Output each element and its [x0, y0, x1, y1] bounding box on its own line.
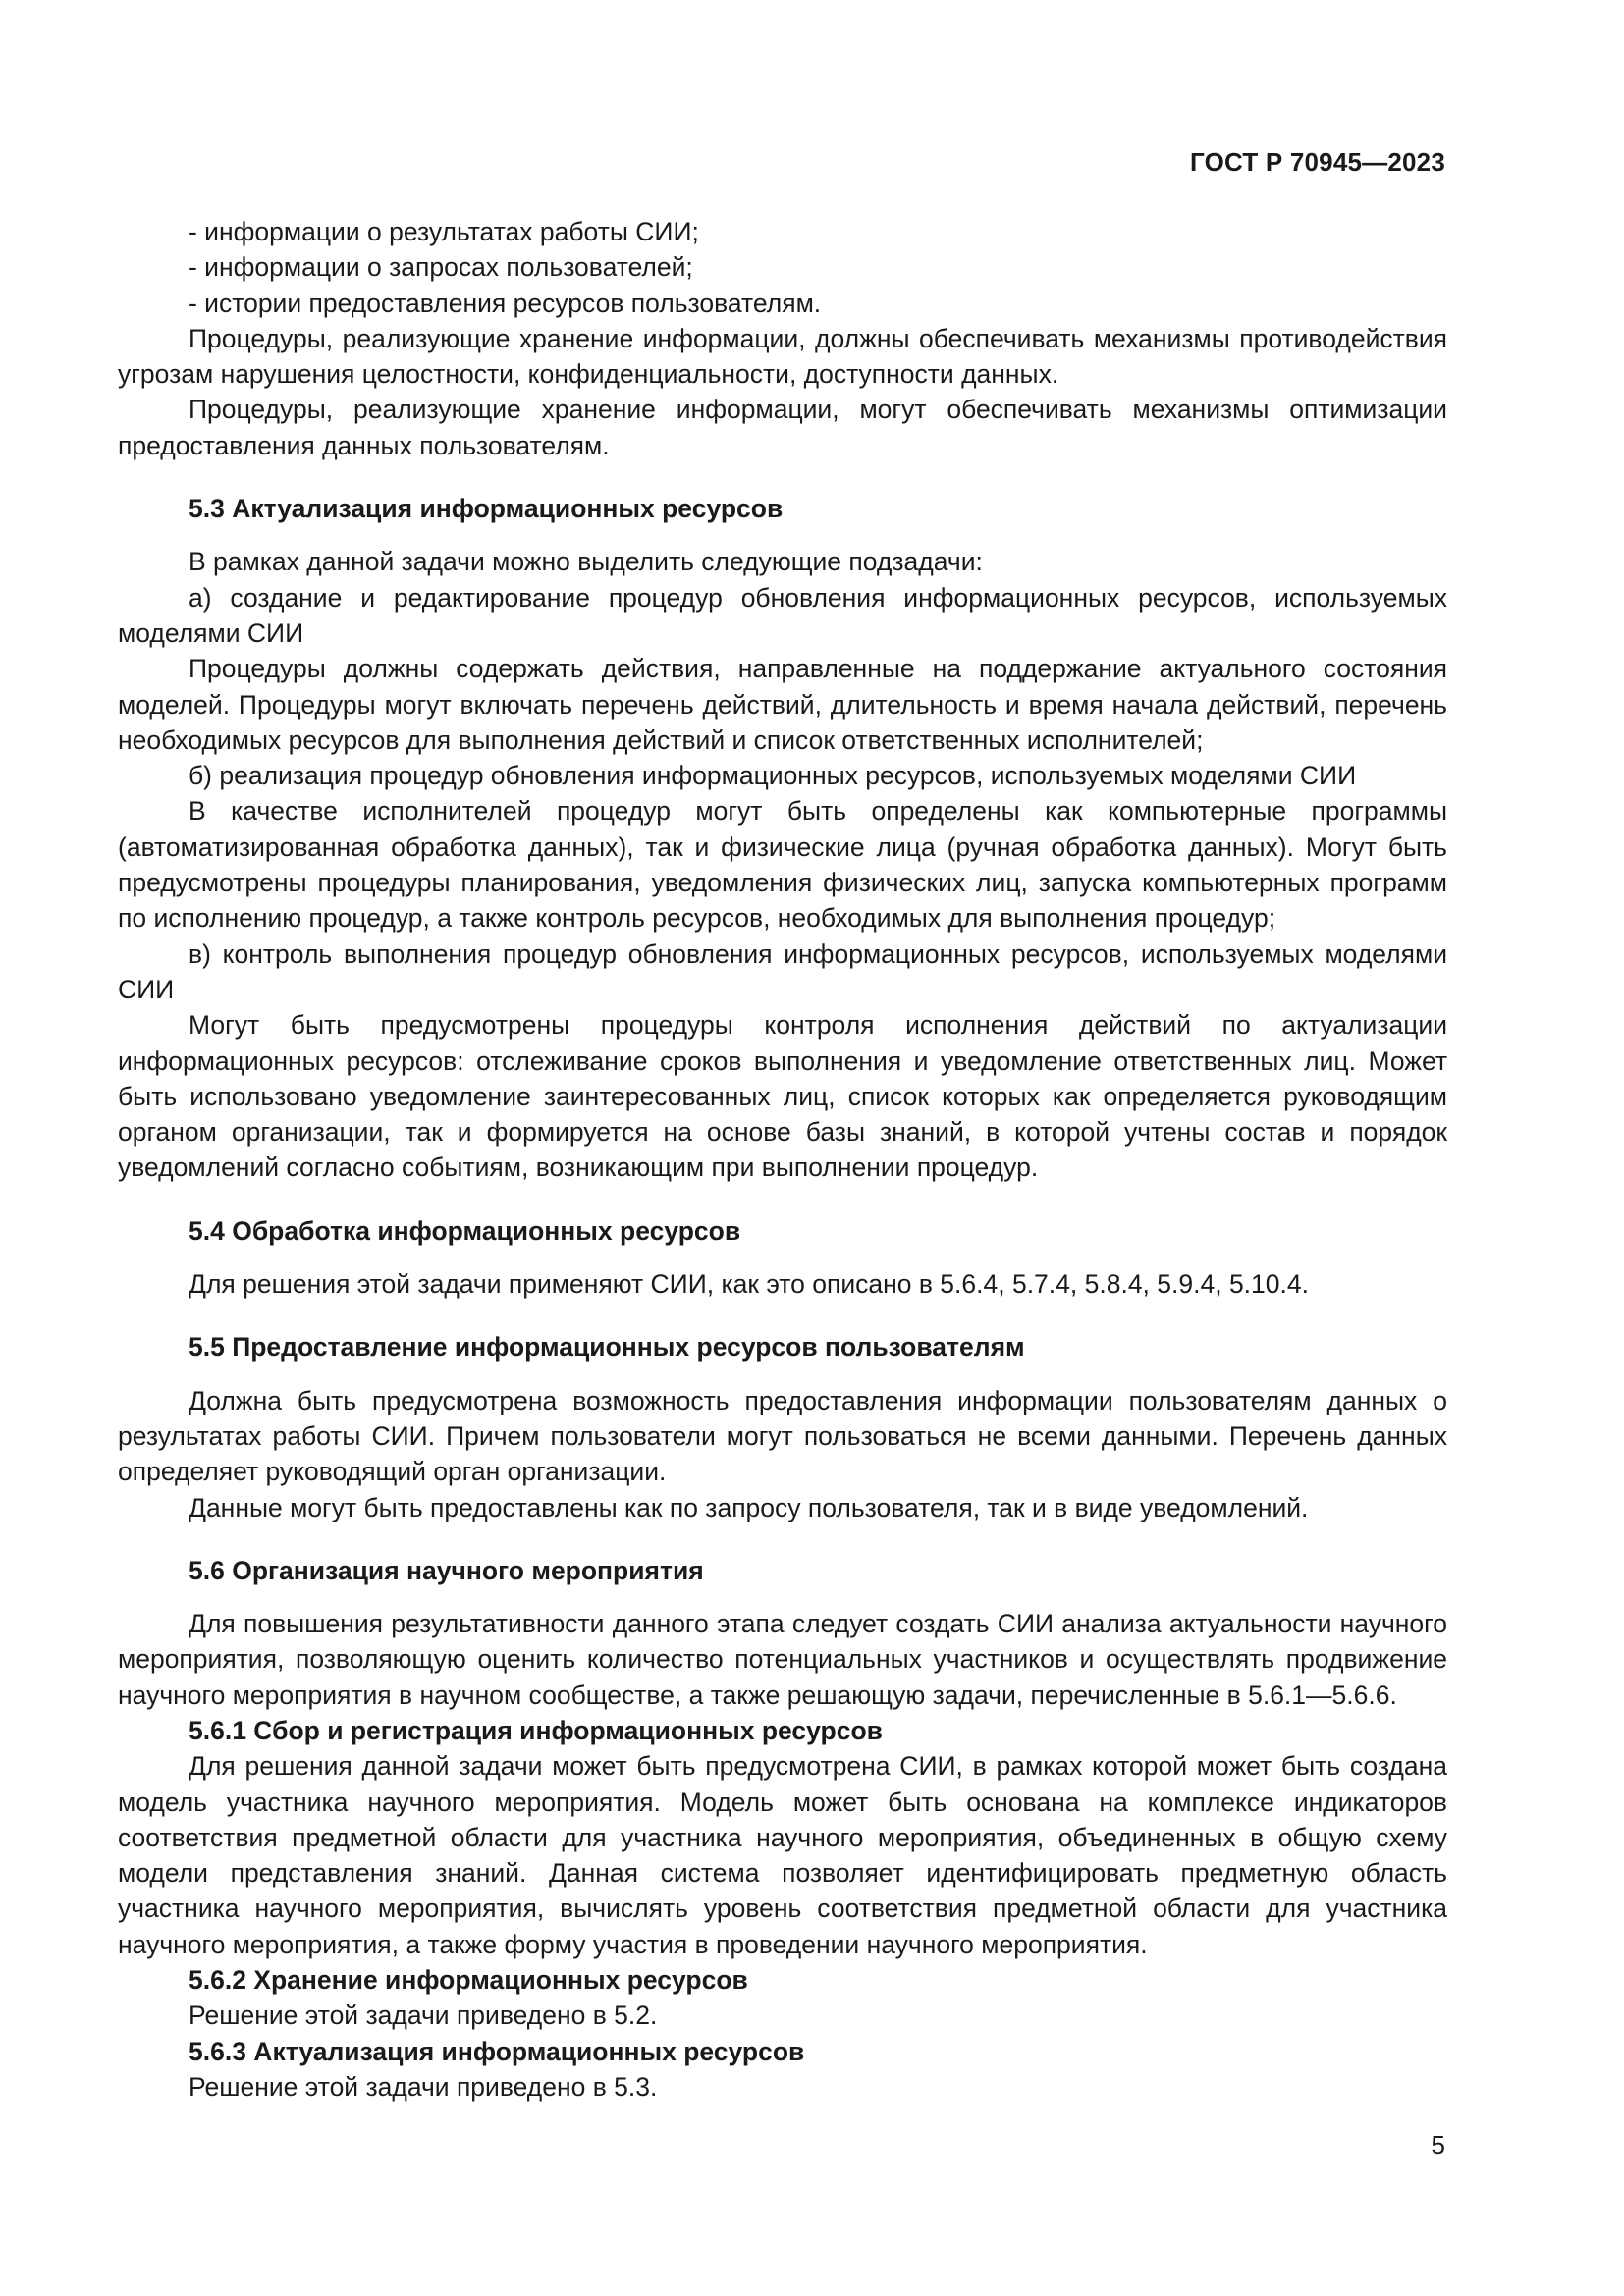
document-code-header: ГОСТ Р 70945—2023	[1190, 147, 1445, 177]
paragraph: В качестве исполнителей процедур могут быть определены как компьютерные программы (автоматизированная обработка данных), так и физические лица (ручная обработка данных). Могут быть предусмотрены процедуры планирования, уведомления физических лиц, запуска компьютерных программ по исполнению процедур, а также контроль ресурсов, необходимых для выполнения процедур;	[118, 796, 1447, 934]
subsection-heading-5-6-3: 5.6.3 Актуализация информационных ресурсов	[189, 2036, 805, 2066]
subsection-heading-5-6-2: 5.6.2 Хранение информационных ресурсов	[189, 1965, 748, 1996]
section-heading-5-5: 5.5 Предоставление информационных ресурсов пользователям	[189, 1332, 1025, 1362]
page-number: 5	[1431, 2130, 1445, 2160]
list-item-b: б) реализация процедур обновления информационных ресурсов, используемых моделями СИИ	[189, 761, 1357, 791]
paragraph: Для повышения результативности данного этапа следует создать СИИ анализа актуальности научного мероприятия, позволяющую оценить количество потенциальных участников и осуществлять продвижение научного мероприятия в научном сообществе, а также решающую задачи, перечисленные в 5.6.1—5.6.6.	[118, 1609, 1447, 1710]
paragraph: Решение этой задачи приведено в 5.2.	[189, 2001, 658, 2031]
paragraph: Для решения этой задачи применяют СИИ, как это описано в 5.6.4, 5.7.4, 5.8.4, 5.9.4, 5.10.4.	[189, 1269, 1309, 1300]
paragraph: Процедуры должны содержать действия, направленные на поддержание актуального состояния моделей. Процедуры могут включать перечень действий, длительность и время начала действий, перечень необходимых ресурсов для выполнения действий и список ответственных исполнителей;	[118, 654, 1447, 755]
paragraph: В рамках данной задачи можно выделить следующие подзадачи:	[189, 547, 983, 577]
paragraph: Решение этой задачи приведено в 5.3.	[189, 2071, 658, 2102]
subsection-heading-5-6-1: 5.6.1 Сбор и регистрация информационных ресурсов	[189, 1715, 883, 1745]
section-heading-5-6: 5.6 Организация научного мероприятия	[189, 1555, 704, 1585]
paragraph: Должна быть предусмотрена возможность предоставления информации пользователям данных о результатах работы СИИ. Причем пользователи могут пользоваться не всеми данными. Перечень данных определяет руководящий орган организации.	[118, 1385, 1447, 1487]
list-item-v: в) контроль выполнения процедур обновления информационных ресурсов, используемых моделями СИИ	[118, 938, 1447, 1004]
paragraph: Для решения данной задачи может быть предусмотрена СИИ, в рамках которой может быть создана модель участника научного мероприятия. Модель может быть основана на комплексе индикаторов соответствия предметной области для участника научного мероприятия, объединенных в общую схему модели представления знаний. Данная система позволяет идентифицировать предметную область участника научного мероприятия, вычислять уровень соответствия предметной области для участника научного мероприятия, а также форму участия в проведении научного мероприятия.	[118, 1751, 1447, 1959]
paragraph: Процедуры, реализующие хранение информации, могут обеспечивать механизмы оптимизации предоставления данных пользователям.	[118, 395, 1447, 460]
list-item: - информации о запросах пользователей;	[189, 252, 693, 283]
document-body	[118, 214, 1447, 2105]
paragraph: Процедуры, реализующие хранение информации, должны обеспечивать механизмы противодействия угрозам нарушения целостности, конфиденциальности, доступности данных.	[118, 323, 1447, 390]
paragraph: Данные могут быть предоставлены как по запросу пользователя, так и в виде уведомлений.	[189, 1492, 1309, 1522]
paragraph: Могут быть предусмотрены процедуры контроля исполнения действий по актуализации информационных ресурсов: отслеживание сроков выполнения и уведомление ответственных лиц. Может быть использовано уведомление заинтересованных лиц, список которых как определяется руководящим органом организации, так и формируется на основе базы знаний, в которой учтены состав и порядок уведомлений согласно событиям, возникающим при выполнении процедур.	[118, 1010, 1447, 1183]
section-heading-5-3: 5.3 Актуализация информационных ресурсов	[189, 494, 784, 524]
list-item-a: а) создание и редактирование процедур обновления информационных ресурсов, используемых моделями СИИ	[118, 582, 1447, 648]
list-item: - истории предоставления ресурсов пользователям.	[189, 288, 822, 318]
section-heading-5-4: 5.4 Обработка информационных ресурсов	[189, 1215, 741, 1246]
list-item: - информации о результатах работы СИИ;	[189, 217, 699, 246]
